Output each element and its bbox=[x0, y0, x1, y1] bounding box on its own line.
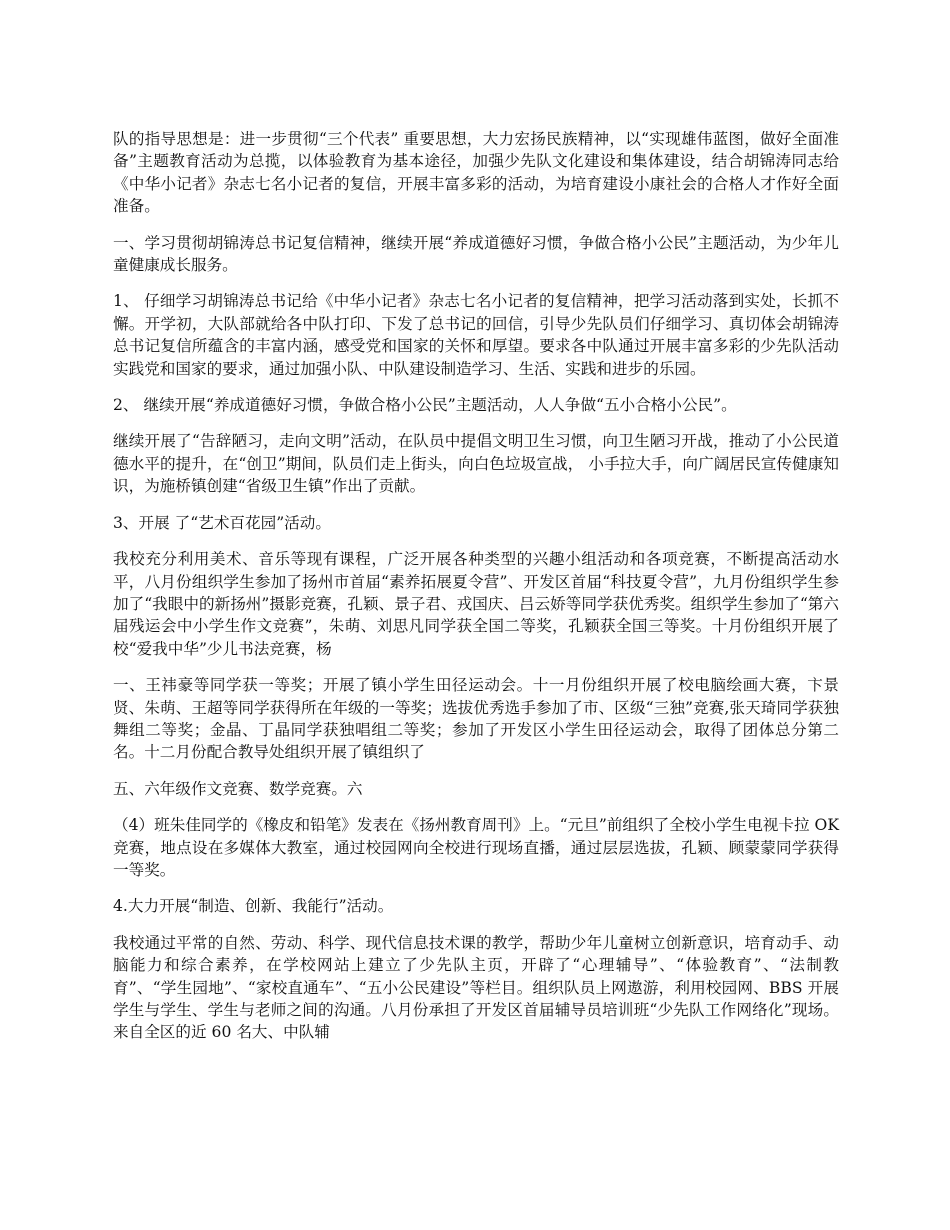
paragraph-grade-competitions: 五、六年级作文竞赛、数学竞赛。六 bbox=[113, 779, 363, 798]
paragraph-item-3: 3、开展 了“艺术百花园”活动。 bbox=[113, 513, 331, 532]
document-body bbox=[113, 128, 839, 1058]
paragraph-section-one-heading: 一、学习贯彻胡锦涛总书记复信精神，继续开展“养成道德好习惯，争做合格小公民”主题活动，为少年儿童健康成长服务。 bbox=[113, 233, 839, 275]
paragraph-civilization-activity: 继续开展了“告辞陋习，走向文明”活动，在队员中提倡文明卫生习惯，向卫生陋习开战，推动了小公民道德水平的提升，在“创卫”期间，队员们走上街头，向白色垃圾宣战， 小手拉大手，向广阔居民宣传健康知识，为施桥镇创建“省级卫生镇”作出了贡献。 bbox=[113, 432, 839, 496]
paragraph-competition-results: 一、王祎豪等同学获一等奖；开展了镇小学生田径运动会。十一月份组织开展了校电脑绘画大赛，卞景贤、朱萌、王超等同学获得所在年级的一等奖；选拔优秀选手参加了市、区级“三独”竞赛,张天琦同学获独舞组二等奖；金晶、丁晶同学获独唱组二等奖；参加了开发区小学生田径运动会，取得了团体总分第二名。十二月份配合教导处组织开展了镇组织了 bbox=[113, 676, 839, 762]
paragraph-guiding-ideology: 队的指导思想是：进一步贯彻“三个代表” 重要思想，大力宏扬民族精神，以“实现雄伟蓝图，做好全面准备”主题教育活动为总揽，以体验教育为基本途径，加强少先队文化建设和集体建设，结合胡锦涛同志给《中华小记者》杂志七名小记者的复信，开展丰富多彩的活动，为培育建设小康社会的合格人才作好全面准备。 bbox=[113, 130, 839, 216]
paragraph-item-1: 1、 仔细学习胡锦涛总书记给《中华小记者》杂志七名小记者的复信精神，把学习活动落到实处，长抓不懈。开学初，大队部就给各中队打印、下发了总书记的回信，引导少先队员们仔细学习、真切体会胡锦涛总书记复信所蕴含的丰富内涵，感受党和国家的关怀和厚望。要求各中队通过开展丰富多彩的少先队活动实践党和国家的要求，通过加强小队、中队建设制造学习、生活、实践和进步的乐园。 bbox=[113, 292, 839, 378]
paragraph-arts-activities: 我校充分利用美术、音乐等现有课程，广泛开展各种类型的兴趣小组活动和各项竞赛，不断提高活动水平，八月份组织学生参加了扬州市首届“素养拓展夏令营”、开发区首届“科技夏令营”，九月份组织学生参加了“我眼中的新扬州”摄影竞赛，孔颖、景子君、戎国庆、吕云娇等同学获优秀奖。组织学生参加了“第六届残运会中小学生作文竞赛”，朱萌、刘思凡同学获全国二等奖，孔颖获全国三等奖。十月份组织开展了校“爱我中华”少儿书法竞赛，杨 bbox=[113, 550, 839, 658]
paragraph-class-achievements: （4）班朱佳同学的《橡皮和铅笔》发表在《扬州教育周刊》上。“元旦”前组织了全校小学生电视卡拉 OK 竞赛，地点设在多媒体大教室，通过校园网向全校进行现场直播，通过层层选拔，孔颖、顾蒙蒙同学获得一等奖。 bbox=[113, 816, 839, 879]
paragraph-item-2: 2、 继续开展“养成道德好习惯，争做合格小公民”主题活动，人人争做“五小合格小公民”。 bbox=[113, 396, 737, 415]
paragraph-innovation-activities: 我校通过平常的自然、劳动、科学、现代信息技术课的教学，帮助少年儿童树立创新意识，培育动手、动脑能力和综合素养，在学校网站上建立了少先队主页，开辟了“心理辅导”、“体验教育”、“法制教育”、“学生园地”、“家校直通车”、“五小公民建设”等栏目。组织队员上网遨游，利用校园网、BBS 开展学生与学生、学生与老师之间的沟通。八月份承担了开发区首届辅导员培训班“少先队工作网络化”现场。来自全区的近 60 名大、中队辅 bbox=[113, 933, 839, 1042]
paragraph-item-4: 4.大力开展“制造、创新、我能行”活动。 bbox=[113, 897, 394, 916]
